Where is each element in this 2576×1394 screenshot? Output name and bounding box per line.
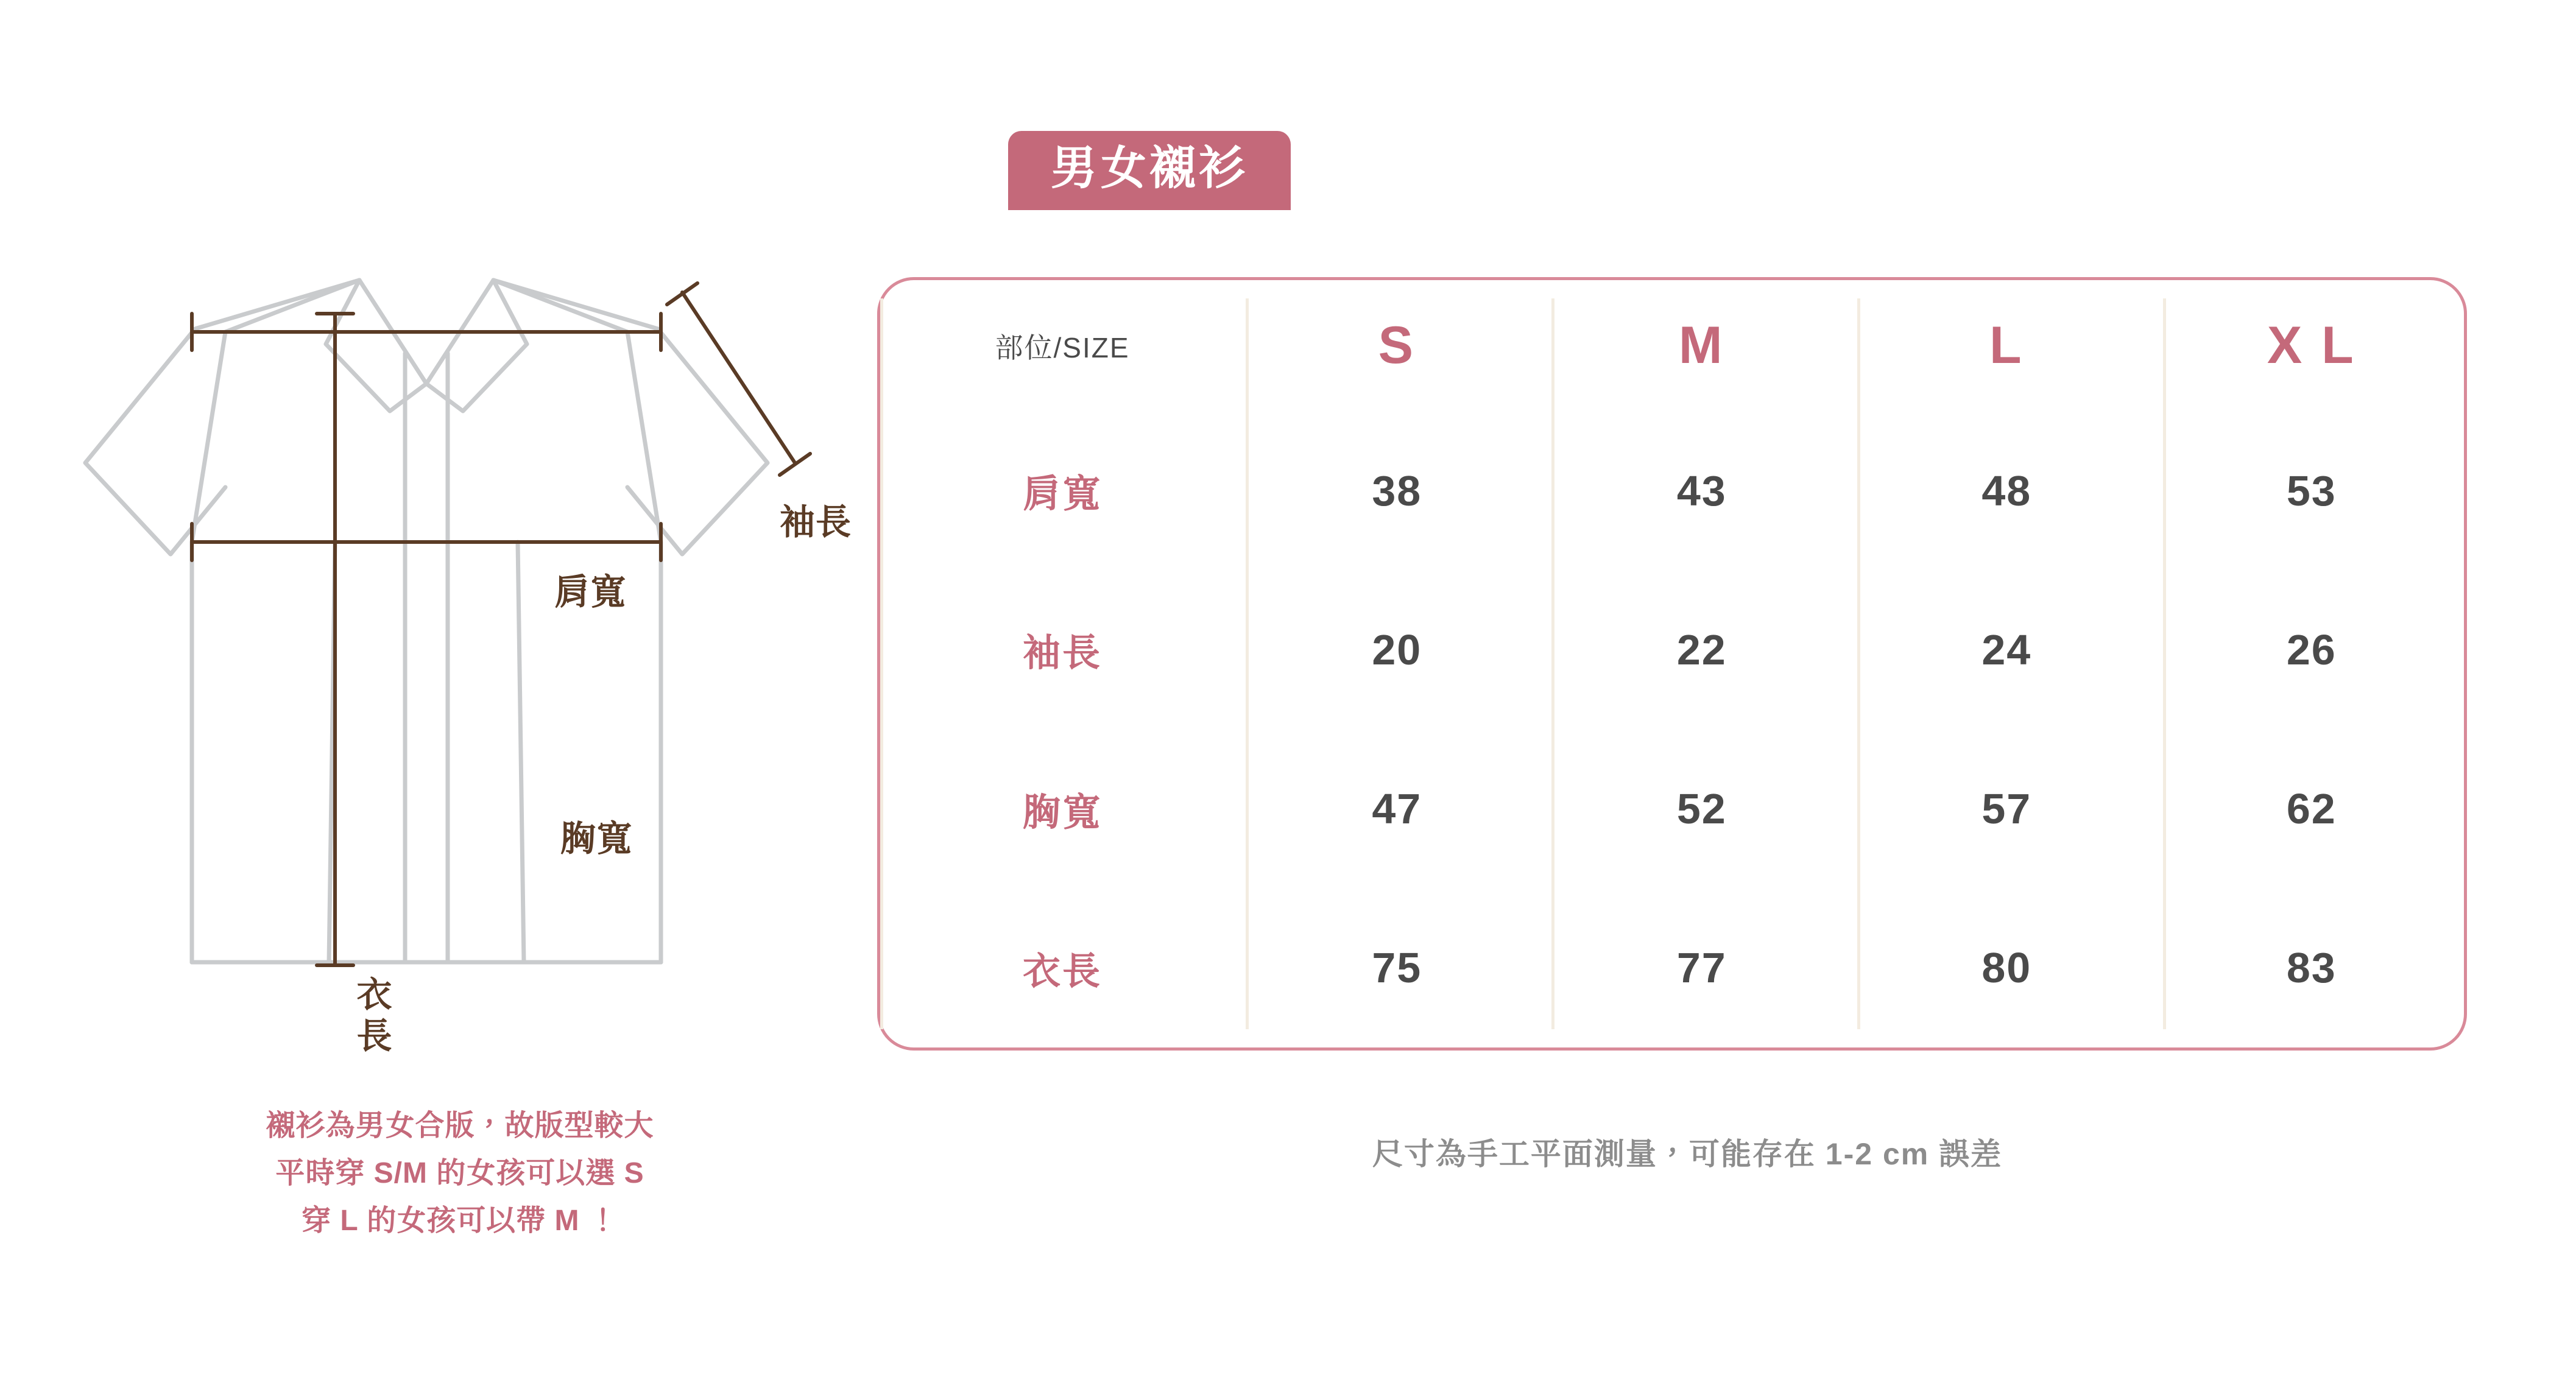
label-sleeve: 袖長 (780, 502, 852, 542)
table-header-row (880, 280, 2464, 411)
cell-sleeve-l: 24 (1981, 625, 2032, 674)
label-body-length: 衣長 (356, 975, 393, 1057)
table-body (880, 411, 2464, 1047)
fit-note-line-2: 平時穿 S/M 的女孩可以選 S (275, 1156, 644, 1189)
row-header-length: 衣長 (1022, 950, 1102, 993)
cell-length-l: 80 (1981, 944, 2032, 992)
cell-length-xl: 83 (2286, 944, 2337, 992)
cell-sleeve-xl: 26 (2286, 625, 2337, 674)
fit-note-line-3: 穿 L 的女孩可以帶 M ！ (302, 1204, 618, 1237)
cell-length-m: 77 (1676, 944, 1727, 992)
table-row (880, 889, 2464, 1047)
label-shoulder: 肩寬 (554, 572, 627, 612)
chart-title: 男女襯衫 (1008, 131, 1291, 210)
cell-chest-m: 52 (1676, 785, 1727, 833)
cell-shoulder-s: 38 (1372, 466, 1422, 515)
size-table (880, 280, 2464, 1047)
table-row (880, 730, 2464, 889)
size-header-l: L (1989, 316, 2024, 375)
cell-chest-l: 57 (1981, 785, 2032, 833)
cell-length-s: 75 (1372, 944, 1422, 992)
cell-shoulder-m: 43 (1676, 466, 1727, 515)
cell-shoulder-xl: 53 (2286, 466, 2337, 515)
size-header-s: S (1378, 316, 1416, 375)
size-header-xl: X L (2267, 316, 2356, 375)
size-header-m: M (1678, 316, 1725, 375)
cell-chest-s: 47 (1372, 785, 1422, 833)
size-table-area (877, 131, 2497, 1081)
shirt-illustration-svg (73, 201, 902, 1151)
cell-sleeve-m: 22 (1676, 625, 1727, 674)
cell-shoulder-l: 48 (1981, 466, 2032, 515)
measurement-note: 尺寸為手工平面測量，可能存在 1-2 cm 誤差 (1372, 1137, 2003, 1171)
row-header-shoulder: 肩寬 (1022, 473, 1102, 516)
label-chest: 胸寬 (560, 819, 633, 859)
row-header-sleeve: 袖長 (1022, 632, 1102, 675)
row-header-chest: 胸寬 (1022, 791, 1102, 834)
table-row (880, 411, 2464, 570)
table-header (880, 280, 2464, 411)
size-table-box (877, 277, 2467, 1051)
cell-chest-xl: 62 (2286, 785, 2337, 833)
cell-sleeve-s: 20 (1372, 625, 1422, 674)
shirt-diagram (73, 201, 902, 1151)
corner-header: 部位/SIZE (995, 331, 1130, 364)
table-row (880, 570, 2464, 729)
fit-note-line-1: 襯衫為男女合版，故版型較大 (266, 1110, 654, 1142)
fit-note (79, 1102, 841, 1244)
